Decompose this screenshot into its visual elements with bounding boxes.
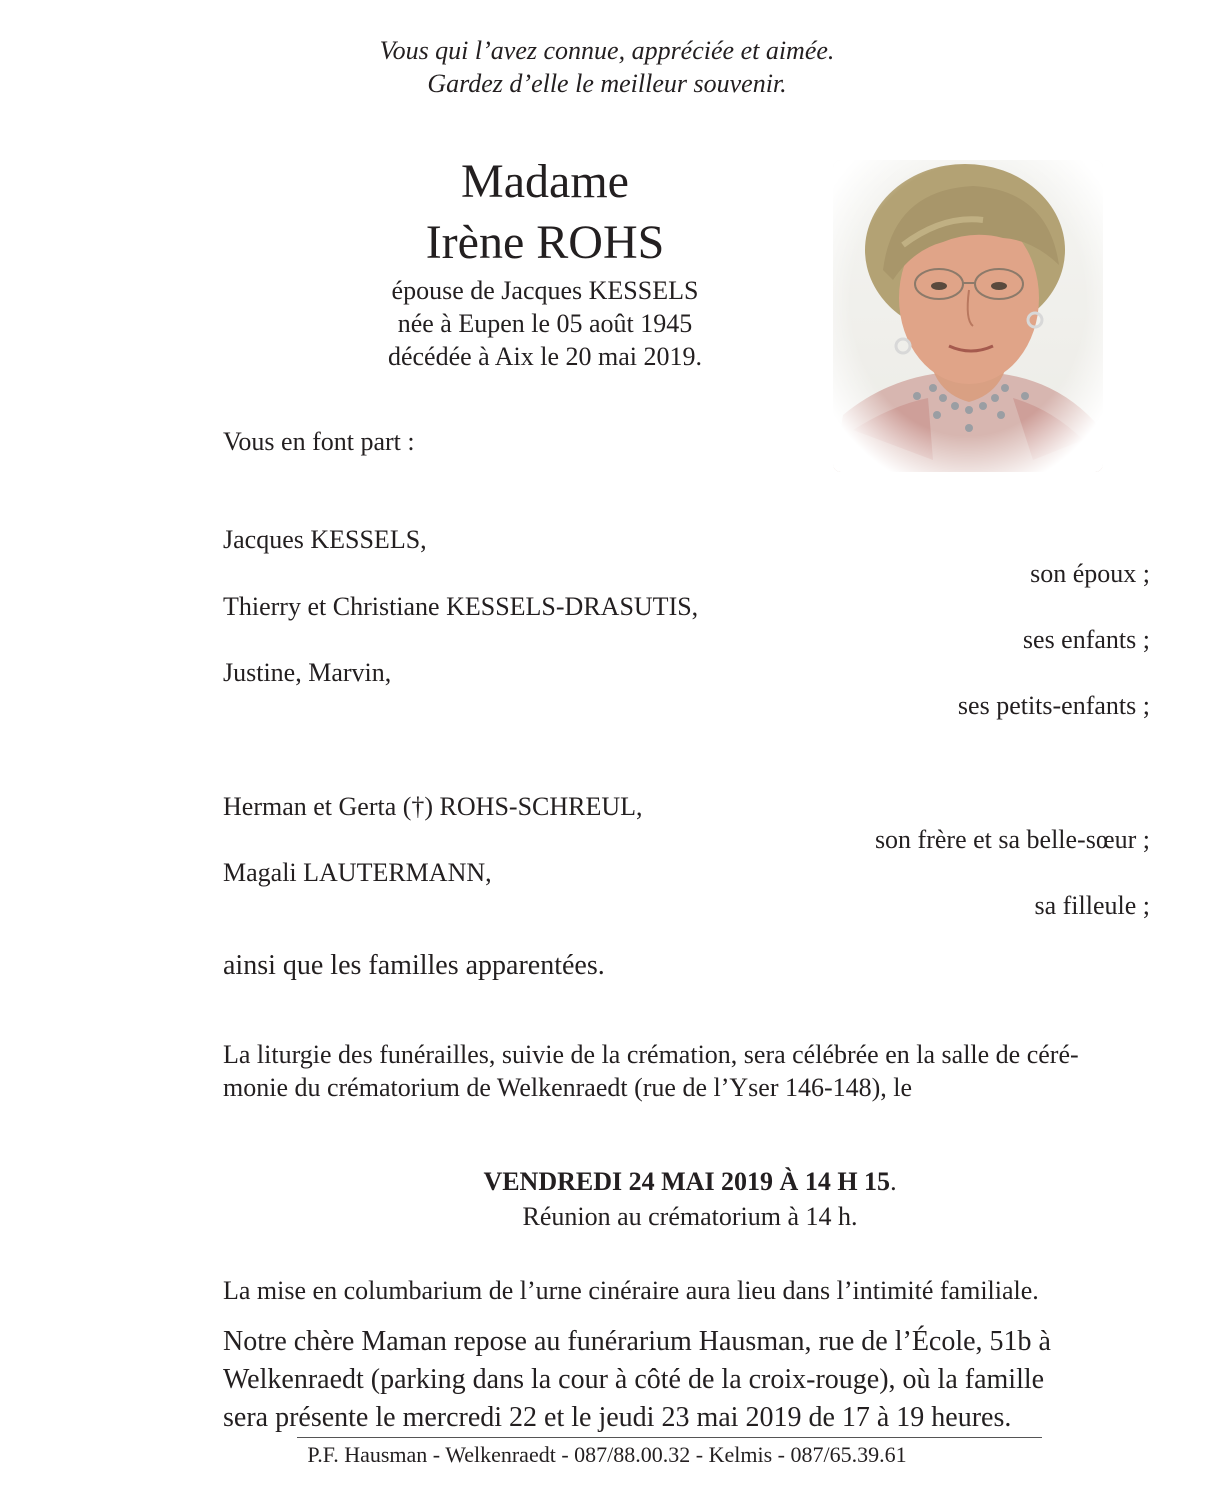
ceremony-date-end: .	[890, 1167, 897, 1196]
footer-divider	[297, 1437, 1042, 1438]
epigraph-line-1: Vous qui l’avez connue, appréciée et aimée.	[379, 36, 835, 65]
families-line: ainsi que les familles apparentées.	[223, 950, 605, 981]
funerarium-line-2: Welkenraedt (parking dans la cour à côté de la croix-rouge), où la famille	[223, 1364, 1045, 1395]
ceremony-meeting: Réunion au crématorium à 14 h.	[522, 1202, 858, 1231]
death-line: décédée à Aix le 20 mai 2019.	[387, 342, 703, 371]
family-names: Jacques KESSELS,	[223, 525, 427, 554]
family-relation: son frère et sa belle-sœur ;	[874, 825, 1150, 854]
family-names: Magali LAUTERMANN,	[223, 858, 492, 887]
family-names: Justine, Marvin,	[223, 658, 392, 687]
deceased-name: Irène ROHS	[425, 216, 665, 269]
birth-line: née à Eupen le 05 août 1945	[397, 309, 693, 338]
epigraph-line-2: Gardez d’elle le meilleur souvenir.	[427, 69, 787, 98]
ceremony-date	[0, 1166, 1214, 1198]
footer-contact: P.F. Hausman - Welkenraedt - 087/88.00.32 - Kelmis - 087/65.39.61	[307, 1442, 907, 1467]
family-names: Thierry et Christiane KESSELS-DRASUTIS,	[223, 592, 699, 621]
funerarium-line-1: Notre chère Maman repose au funérarium Hausman, rue de l’École, 51b à	[223, 1326, 1051, 1357]
liturgy-line-2: monie du crématorium de Welkenraedt (rue de l’Yser 146-148), le	[223, 1073, 913, 1102]
portrait-photo	[833, 160, 1103, 472]
family-names: Herman et Gerta (†) ROHS-SCHREUL,	[223, 792, 643, 821]
spouse-line: épouse de Jacques KESSELS	[391, 276, 699, 305]
family-relation: son époux ;	[1030, 559, 1150, 588]
ceremony-date-bold: VENDREDI 24 MAI 2019 À 14 H 15	[483, 1167, 891, 1196]
portrait-illustration	[833, 160, 1103, 472]
family-relation: ses enfants ;	[1022, 625, 1150, 654]
family-relation: ses petits-enfants ;	[957, 691, 1150, 720]
liturgy-line-1: La liturgie des funérailles, suivie de la crémation, sera célébrée en la salle de céré-	[223, 1040, 1079, 1069]
announcement-intro: Vous en font part :	[223, 427, 415, 456]
family-relation: sa filleule ;	[1034, 891, 1150, 920]
funerarium-line-3: sera présente le mercredi 22 et le jeudi 23 mai 2019 de 17 à 19 heures.	[223, 1402, 1012, 1433]
honorific: Madame	[461, 155, 629, 208]
columbarium-line: La mise en columbarium de l’urne cinéraire aura lieu dans l’intimité familiale.	[223, 1276, 1039, 1305]
